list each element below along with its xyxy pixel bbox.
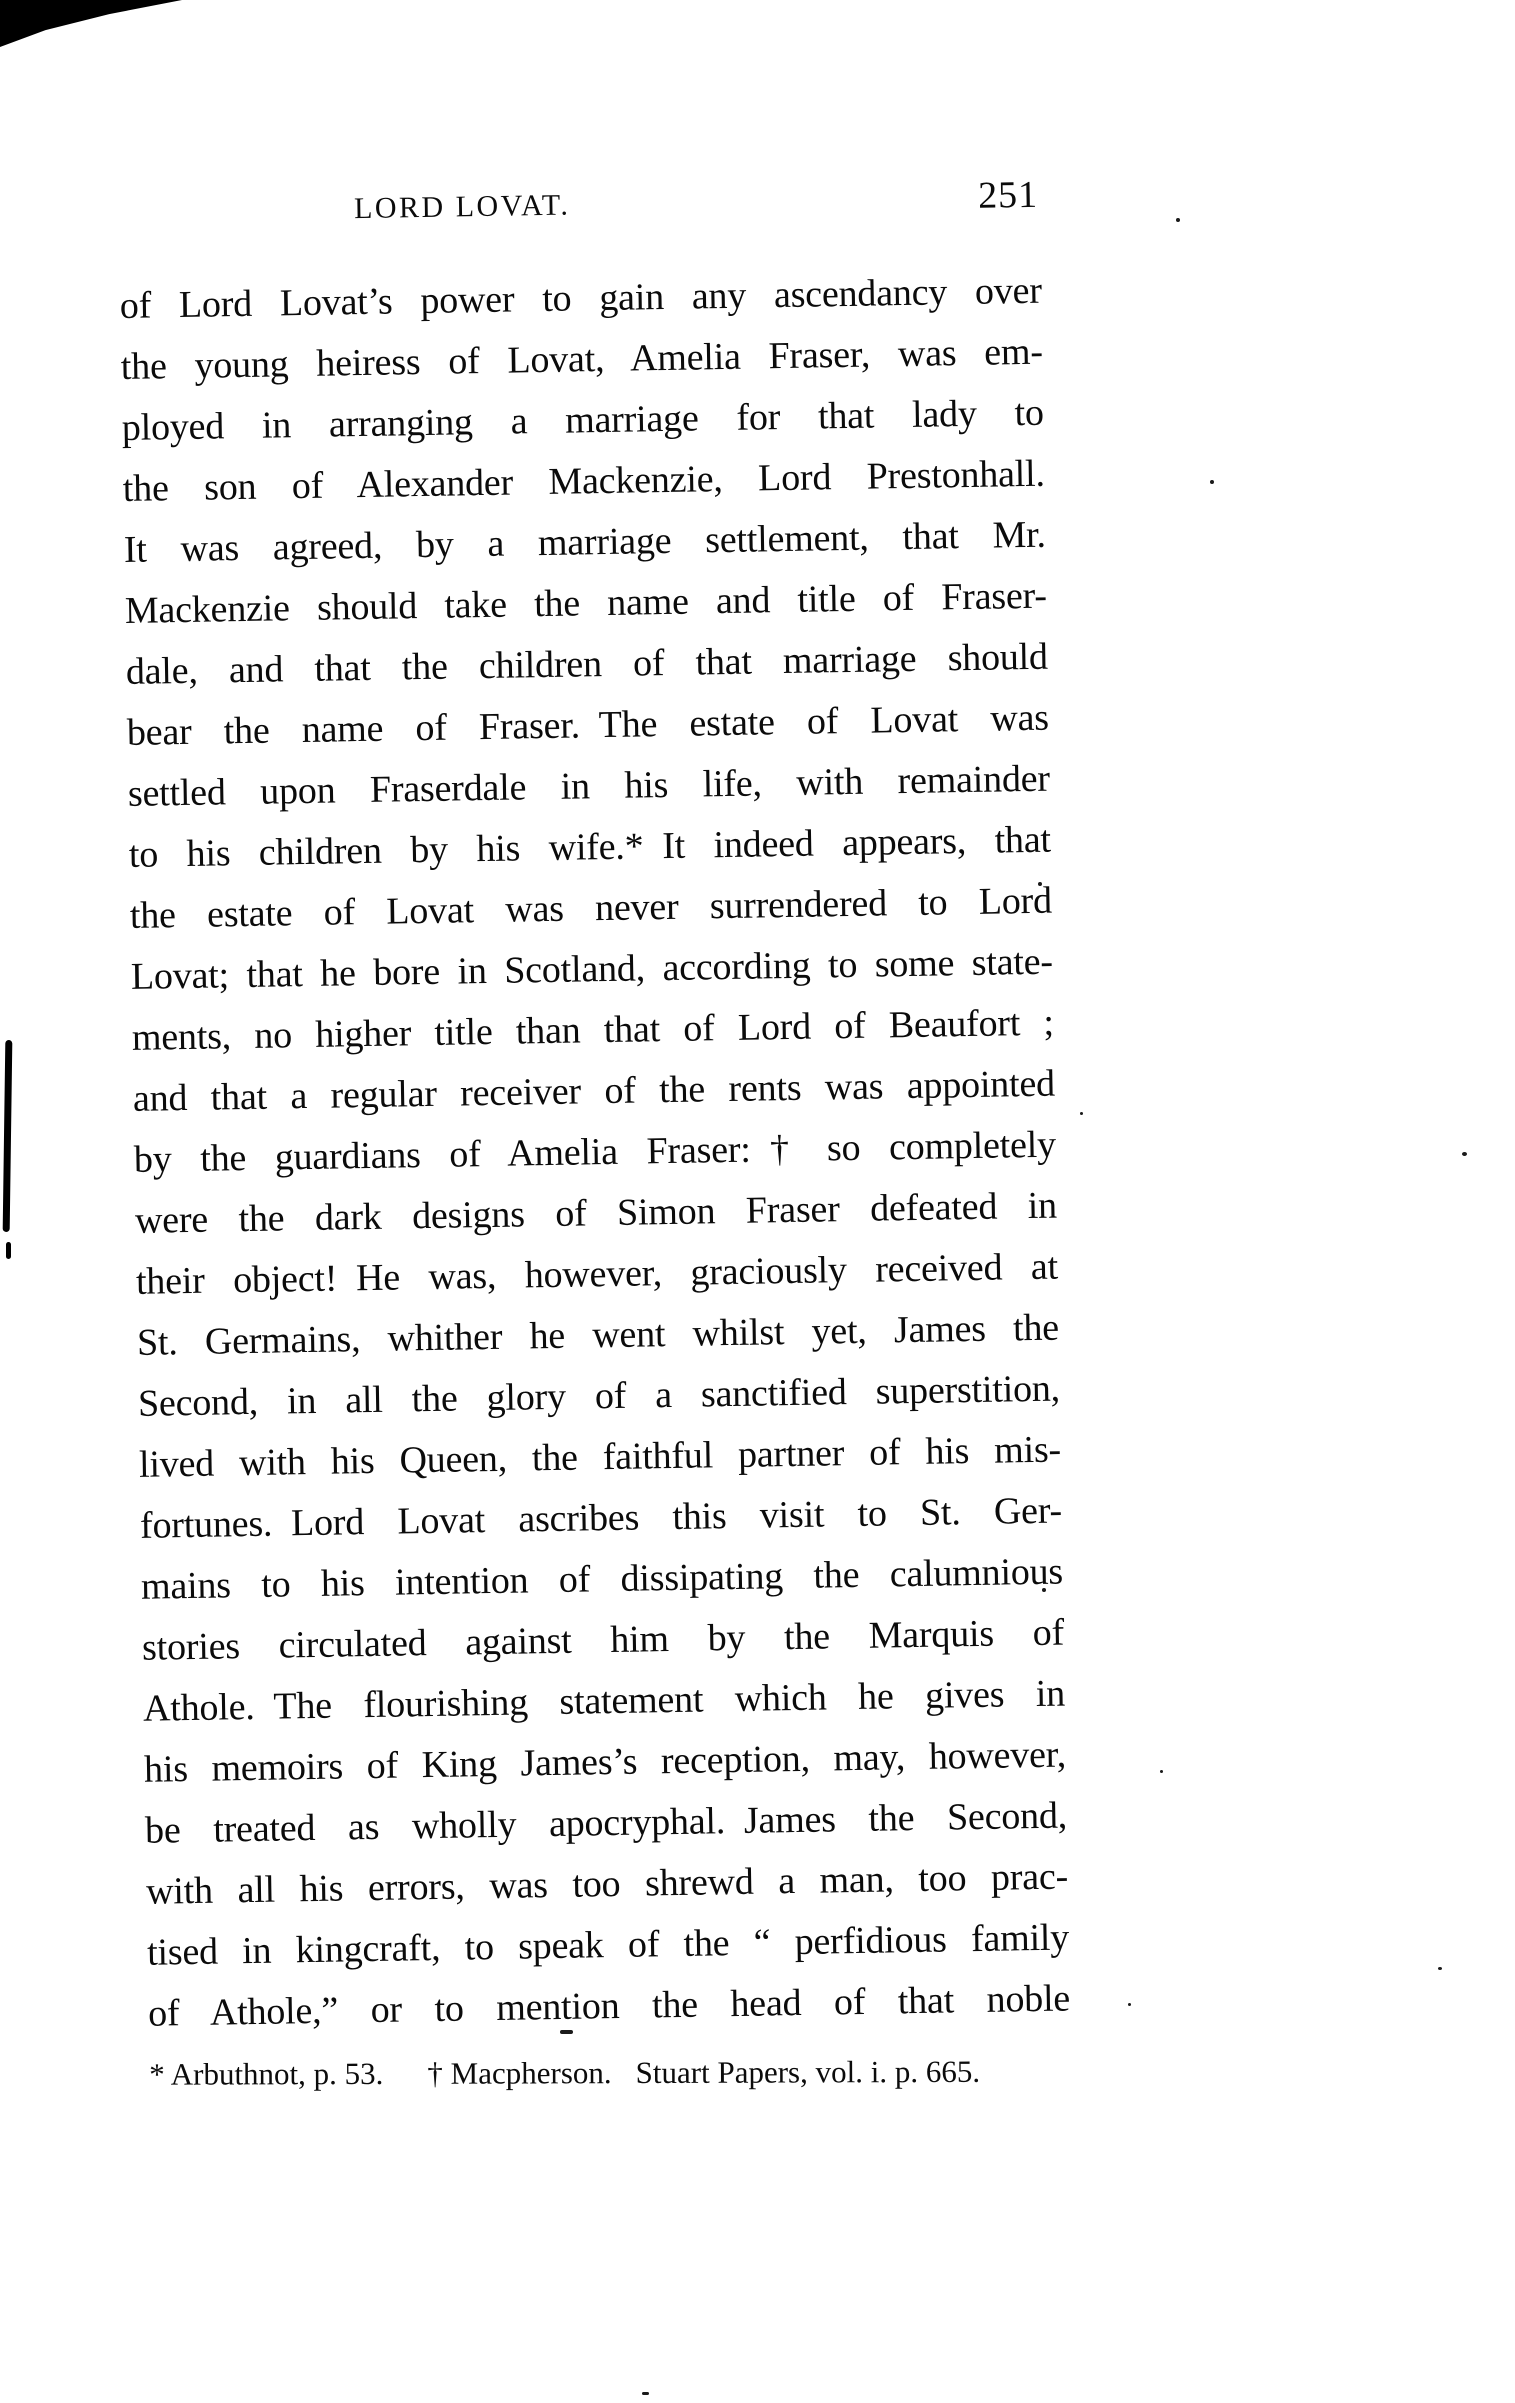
body-text [119, 261, 1070, 2045]
text-line: lived with his Queen, the faithful partner of his mis- [138, 1428, 1062, 1486]
text-line: of Athole,” or to mention the head of that noble [147, 1977, 1071, 2035]
footnote-citation-stuart-papers: Stuart Papers, vol. i. p. 665. [635, 2053, 981, 2091]
text-line: ments, no higher title than that of Lord of Beaufort ; [131, 1001, 1055, 1059]
text-line: mains to his intention of dissipating the calumnious [140, 1550, 1064, 1608]
scan-speck [1462, 1152, 1467, 1156]
text-line: be treated as wholly apocryphal. James the Second, [144, 1794, 1068, 1852]
text-line: Second, in all the glory of a sanctified superstition, [137, 1367, 1061, 1425]
text-line: by the guardians of Amelia Fraser:† so completely [133, 1123, 1057, 1181]
scan-speck [1160, 1770, 1163, 1773]
text-line: Mackenzie should take the name and title of Fraser- [124, 574, 1048, 632]
scan-margin-dash-artifact [6, 1242, 11, 1259]
scan-corner-smudge-artifact [0, 0, 182, 47]
text-line: the son of Alexander Mackenzie, Lord Prestonhall. [122, 452, 1046, 510]
text-line: to his children by his wife.* It indeed appears, that [128, 818, 1052, 876]
text-line: with all his errors, was too shrewd a man, too prac- [145, 1855, 1069, 1913]
text-line: dale, and that the children of that marriage should [125, 635, 1049, 693]
text-line: were the dark designs of Simon Fraser defeated in [134, 1184, 1058, 1242]
text-line: ployed in arranging a marriage for that lady to [121, 391, 1045, 449]
text-line: stories circulated against him by the Marquis of [141, 1611, 1065, 1669]
running-header [118, 173, 1041, 240]
text-line: Lovat; that he bore in Scotland, according to some state- [130, 940, 1054, 998]
text-line: their object! He was, however, graciously received at [135, 1245, 1059, 1303]
running-head-title: LORD LOVAT. [353, 188, 571, 226]
scan-speck [1128, 2003, 1131, 2006]
scan-speck [1210, 480, 1214, 484]
scan-margin-line-artifact [3, 1040, 13, 1232]
scan-speck [1080, 1112, 1083, 1115]
footnote [149, 2052, 1071, 2095]
text-line: It was agreed, by a marriage settlement, that Mr. [123, 513, 1047, 571]
text-line: of Lord Lovat’s power to gain any ascendancy over [119, 269, 1043, 327]
text-line: fortunes. Lord Lovat ascribes this visit to St. Ger- [139, 1489, 1063, 1547]
scan-speck [642, 2392, 649, 2395]
scan-speck [1176, 218, 1180, 222]
footnote-citation-macpherson: † Macpherson. [427, 2055, 612, 2091]
text-line: bear the name of Fraser. The estate of Lovat was [126, 696, 1050, 754]
text-line: the estate of Lovat was never surrendered to Lord [129, 879, 1053, 937]
text-line: tised in kingcraft, to speak of the “ perfidious family [146, 1916, 1070, 1974]
text-line: settled upon Fraserdale in his life, with remainder [127, 757, 1051, 815]
text-line: Athole. The flourishing statement which he gives in [142, 1672, 1066, 1730]
footnote-citation-arbuthnot: * Arbuthnot, p. 53. [149, 2055, 384, 2092]
page-content [118, 173, 1071, 2095]
text-line: St. Germains, whither he went whilst yet, James the [136, 1306, 1060, 1364]
text-line: and that a regular receiver of the rents was appointed [132, 1062, 1056, 1120]
text-line: his memoirs of King James’s reception, may, however, [143, 1733, 1067, 1791]
scan-speck [1438, 1967, 1442, 1970]
text-line: the young heiress of Lovat, Amelia Fraser, was em- [120, 330, 1044, 388]
page-number: 251 [977, 173, 1039, 217]
